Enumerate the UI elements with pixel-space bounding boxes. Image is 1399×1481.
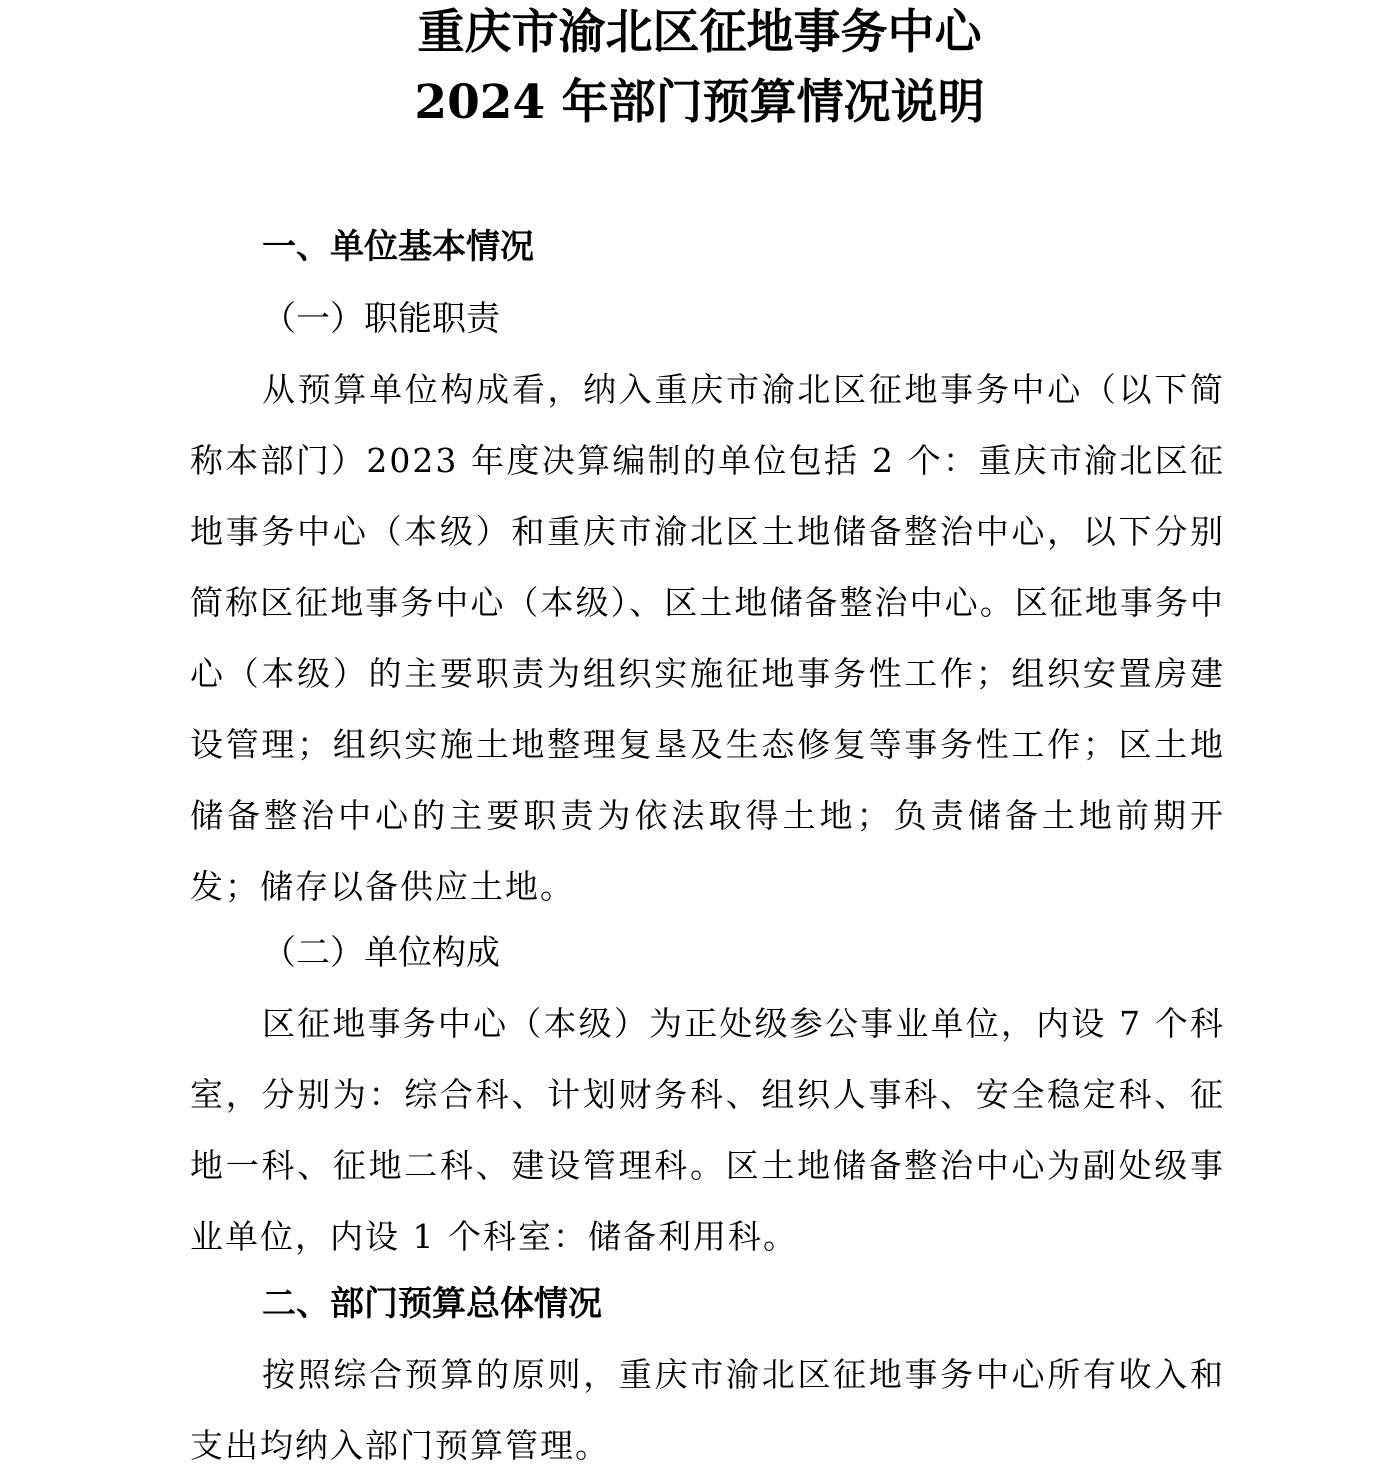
section1-sub2-paragraph: 区征地事务中心（本级）为正处级参公事业单位，内设 7 个科室，分别为：综合科、计划财务科、组织人事科、安全稳定科、征地一科、征地二科、建设管理科。区土地储备整治中心为副处级事业单位，内设 1 个科室：储备利用科。: [190, 1004, 1225, 1256]
section2-heading: 二、部门预算总体情况: [262, 1284, 602, 1324]
section1-sub2-heading: （二）单位构成: [262, 933, 500, 973]
section1-sub1-heading: （一）职能职责: [262, 299, 500, 339]
document-title-line2: 2024 年部门预算情况说明: [414, 75, 985, 130]
section2-paragraph: 按照综合预算的原则，重庆市渝北区征地事务中心所有收入和支出均纳入部门预算管理。: [190, 1355, 1225, 1465]
section1-sub1-paragraph: 从预算单位构成看，纳入重庆市渝北区征地事务中心（以下简称本部门）2023 年度决算编制的单位包括 2 个：重庆市渝北区征地事务中心（本级）和重庆市渝北区土地储备整治中心，以下分别简称区征地事务中心（本级）、区土地储备整治中心。区征地事务中心（本级）的主要职责为组织实施征地事务性工作；组织安置房建设管理；组织实施土地整理复垦及生态修复等事务性工作；区土地储备整治中心的主要职责为依法取得土地；负责储备土地前期开发；储存以备供应土地。: [190, 370, 1225, 906]
section1-heading: 一、单位基本情况: [262, 227, 534, 267]
document-title-line1: 重庆市渝北区征地事务中心: [417, 5, 982, 60]
